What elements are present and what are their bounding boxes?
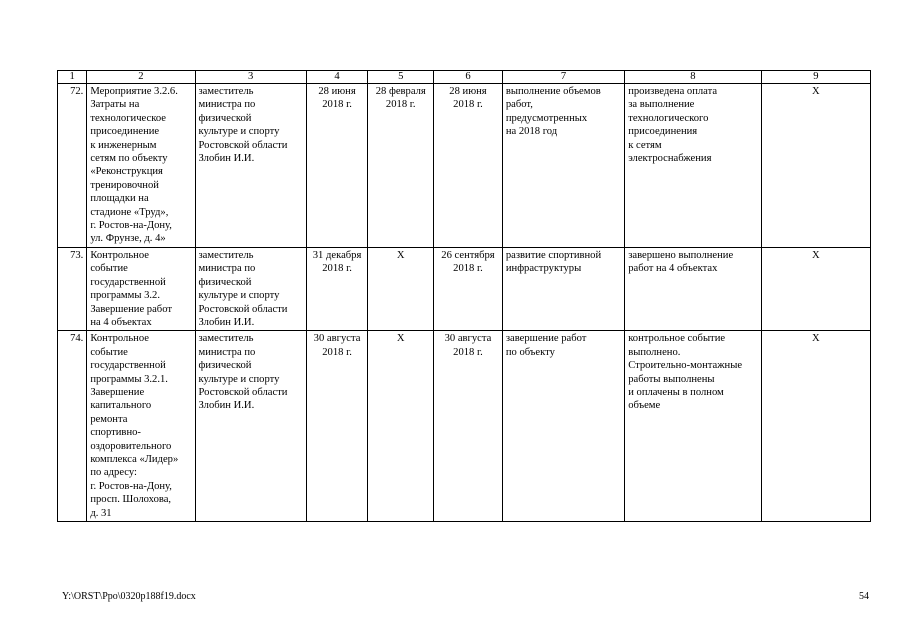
cell-line: 2018 г. [453,263,483,275]
cell-line: контрольное событие [628,333,726,345]
cell-line: министра по [198,99,256,111]
cell-line: заместитель [198,86,254,97]
header-cell: 3 [195,71,306,84]
expected-result-cell [502,84,624,248]
cell-line: Завершение [90,386,145,398]
cell-line: присоединения [628,126,698,138]
cell-line: 2018 г. [453,99,483,111]
cell-line: за выполнение [628,99,695,111]
cell-line: государственной [90,360,166,372]
responsible-cell [195,84,306,248]
cell-line: ул. Фрунзе, д. 4» [90,233,166,245]
cell-line: Затраты на [90,99,140,111]
cell-line: 30 августа [444,333,492,345]
cell-line: министра по [198,263,256,275]
header-cell: 8 [625,71,762,84]
footer-file-path: Y:\ORST\Ppo\0320p188f19.docx [62,591,196,602]
cell-line: физической [198,112,252,124]
cell-line: г. Ростов-на-Дону, [90,480,172,492]
cell-line: 28 июня [318,86,356,97]
plan-date-cell [306,331,368,522]
cell-line: выполнено. [628,346,681,358]
header-cell: 7 [502,71,624,84]
plan-date-cell [306,84,368,248]
cell-line: присоединение [90,126,160,138]
cell-line: ремонта [90,413,128,425]
cell-line: заместитель [198,333,254,345]
cell-line: 26 сентября [441,249,495,261]
cell-line: 2018 г. [453,346,483,358]
cell-line: выполнение объемов [505,86,601,97]
report-table [57,70,871,522]
cell-line: предусмотренных [505,112,588,124]
cell-line: Ростовской области [198,386,288,398]
cell-line: объеме [628,400,661,412]
cell-line: инфраструктуры [505,263,582,275]
row-number-cell: 73. [58,247,87,330]
cell-line: физической [198,360,252,372]
expected-result-cell [502,331,624,522]
cell-line: произведена оплата [628,86,718,97]
cell-line: «Реконструкция [90,166,163,178]
cell-line: по адресу: [90,467,137,479]
problems-cell: Х [761,247,870,330]
cell-line: электроснабжения [628,153,712,165]
footer-page-number: 54 [859,591,869,602]
cell-line: по объекту [505,346,555,358]
cell-line: завершено выполнение [628,249,734,261]
cell-line: на 2018 год [505,126,558,138]
cell-line: д. 31 [90,507,112,519]
achieved-result-cell [625,331,762,522]
cell-line: на 4 объектах [90,316,152,328]
plan-date-cell [306,247,368,330]
responsible-cell [195,247,306,330]
table-row [58,84,871,248]
cell-line: капитального [90,400,152,412]
header-cell: 6 [434,71,503,84]
cell-line: 31 декабря [312,249,362,261]
cell-line: завершение работ [505,333,587,345]
cell-line: 30 августа [313,333,361,345]
problems-cell: Х [761,84,870,248]
cell-line: оздоровительного [90,440,172,452]
cell-line: Х [396,333,405,345]
cell-line: культуре и спорту [198,126,280,138]
cell-line: работ на 4 объектах [628,263,718,275]
header-cell: 5 [368,71,434,84]
cell-line: Контрольное [90,333,149,345]
cell-line: физической [198,276,252,288]
cell-line: событие [90,346,128,358]
cell-line: 2018 г. [385,99,416,111]
cell-line: к инженерным [90,139,157,151]
cell-line: тренировочной [90,179,159,191]
cell-line: Злобин И.И. [198,400,255,412]
cell-line: 2018 г. [322,346,352,358]
cell-line: событие [90,263,128,275]
header-cell: 2 [87,71,195,84]
cell-line: технологического [628,112,709,124]
problems-cell: Х [761,331,870,522]
table-body [58,84,871,522]
cell-line: работ, [505,99,533,111]
fact-date-cell [434,331,503,522]
row-number-cell: 74. [58,331,87,522]
table-row [58,247,871,330]
event-cell [87,84,195,248]
cell-line: программы 3.2. [90,290,160,302]
cell-line: сетям по объекту [90,153,168,165]
responsible-cell [195,331,306,522]
cell-line: культуре и спорту [198,290,280,302]
event-cell [87,247,195,330]
cell-line: заместитель [198,249,254,261]
start-date-cell [368,84,434,248]
cell-line: к сетям [628,139,662,151]
expected-result-cell [502,247,624,330]
cell-line: Злобин И.И. [198,316,255,328]
cell-line: Завершение работ [90,303,172,315]
cell-line: просп. Шолохова, [90,494,172,506]
cell-line: Строительно-монтажные [628,360,743,372]
cell-line: Ростовской области [198,139,288,151]
cell-line: министра по [198,346,256,358]
cell-line: 28 февраля [375,86,426,97]
cell-line: стадионе «Труд», [90,206,169,218]
achieved-result-cell [625,84,762,248]
cell-line: 2018 г. [322,99,352,111]
cell-line: спортивно- [90,427,141,439]
cell-line: государственной [90,276,166,288]
cell-line: площадки на [90,193,149,205]
table-row [58,331,871,522]
cell-line: Х [396,249,405,261]
row-number-cell: 72. [58,84,87,248]
cell-line: г. Ростов-на-Дону, [90,220,172,232]
header-cell: 9 [761,71,870,84]
header-cell: 1 [58,71,87,84]
cell-line: 28 июня [449,86,487,97]
cell-line: Ростовской области [198,303,288,315]
start-date-cell [368,247,434,330]
fact-date-cell [434,84,503,248]
start-date-cell [368,331,434,522]
cell-line: Контрольное [90,249,149,261]
cell-line: комплекса «Лидер» [90,453,179,465]
header-cell: 4 [306,71,368,84]
cell-line: Злобин И.И. [198,153,255,165]
cell-line: и оплачены в полном [628,386,724,398]
cell-line: 2018 г. [322,263,352,275]
fact-date-cell [434,247,503,330]
cell-line: работы выполнены [628,373,715,385]
achieved-result-cell [625,247,762,330]
cell-line: развитие спортивной [505,249,602,261]
event-cell [87,331,195,522]
cell-line: Мероприятие 3.2.6. [90,86,178,97]
table-header-row [58,71,871,84]
cell-line: программы 3.2.1. [90,373,168,385]
cell-line: технологическое [90,112,166,124]
cell-line: культуре и спорту [198,373,280,385]
